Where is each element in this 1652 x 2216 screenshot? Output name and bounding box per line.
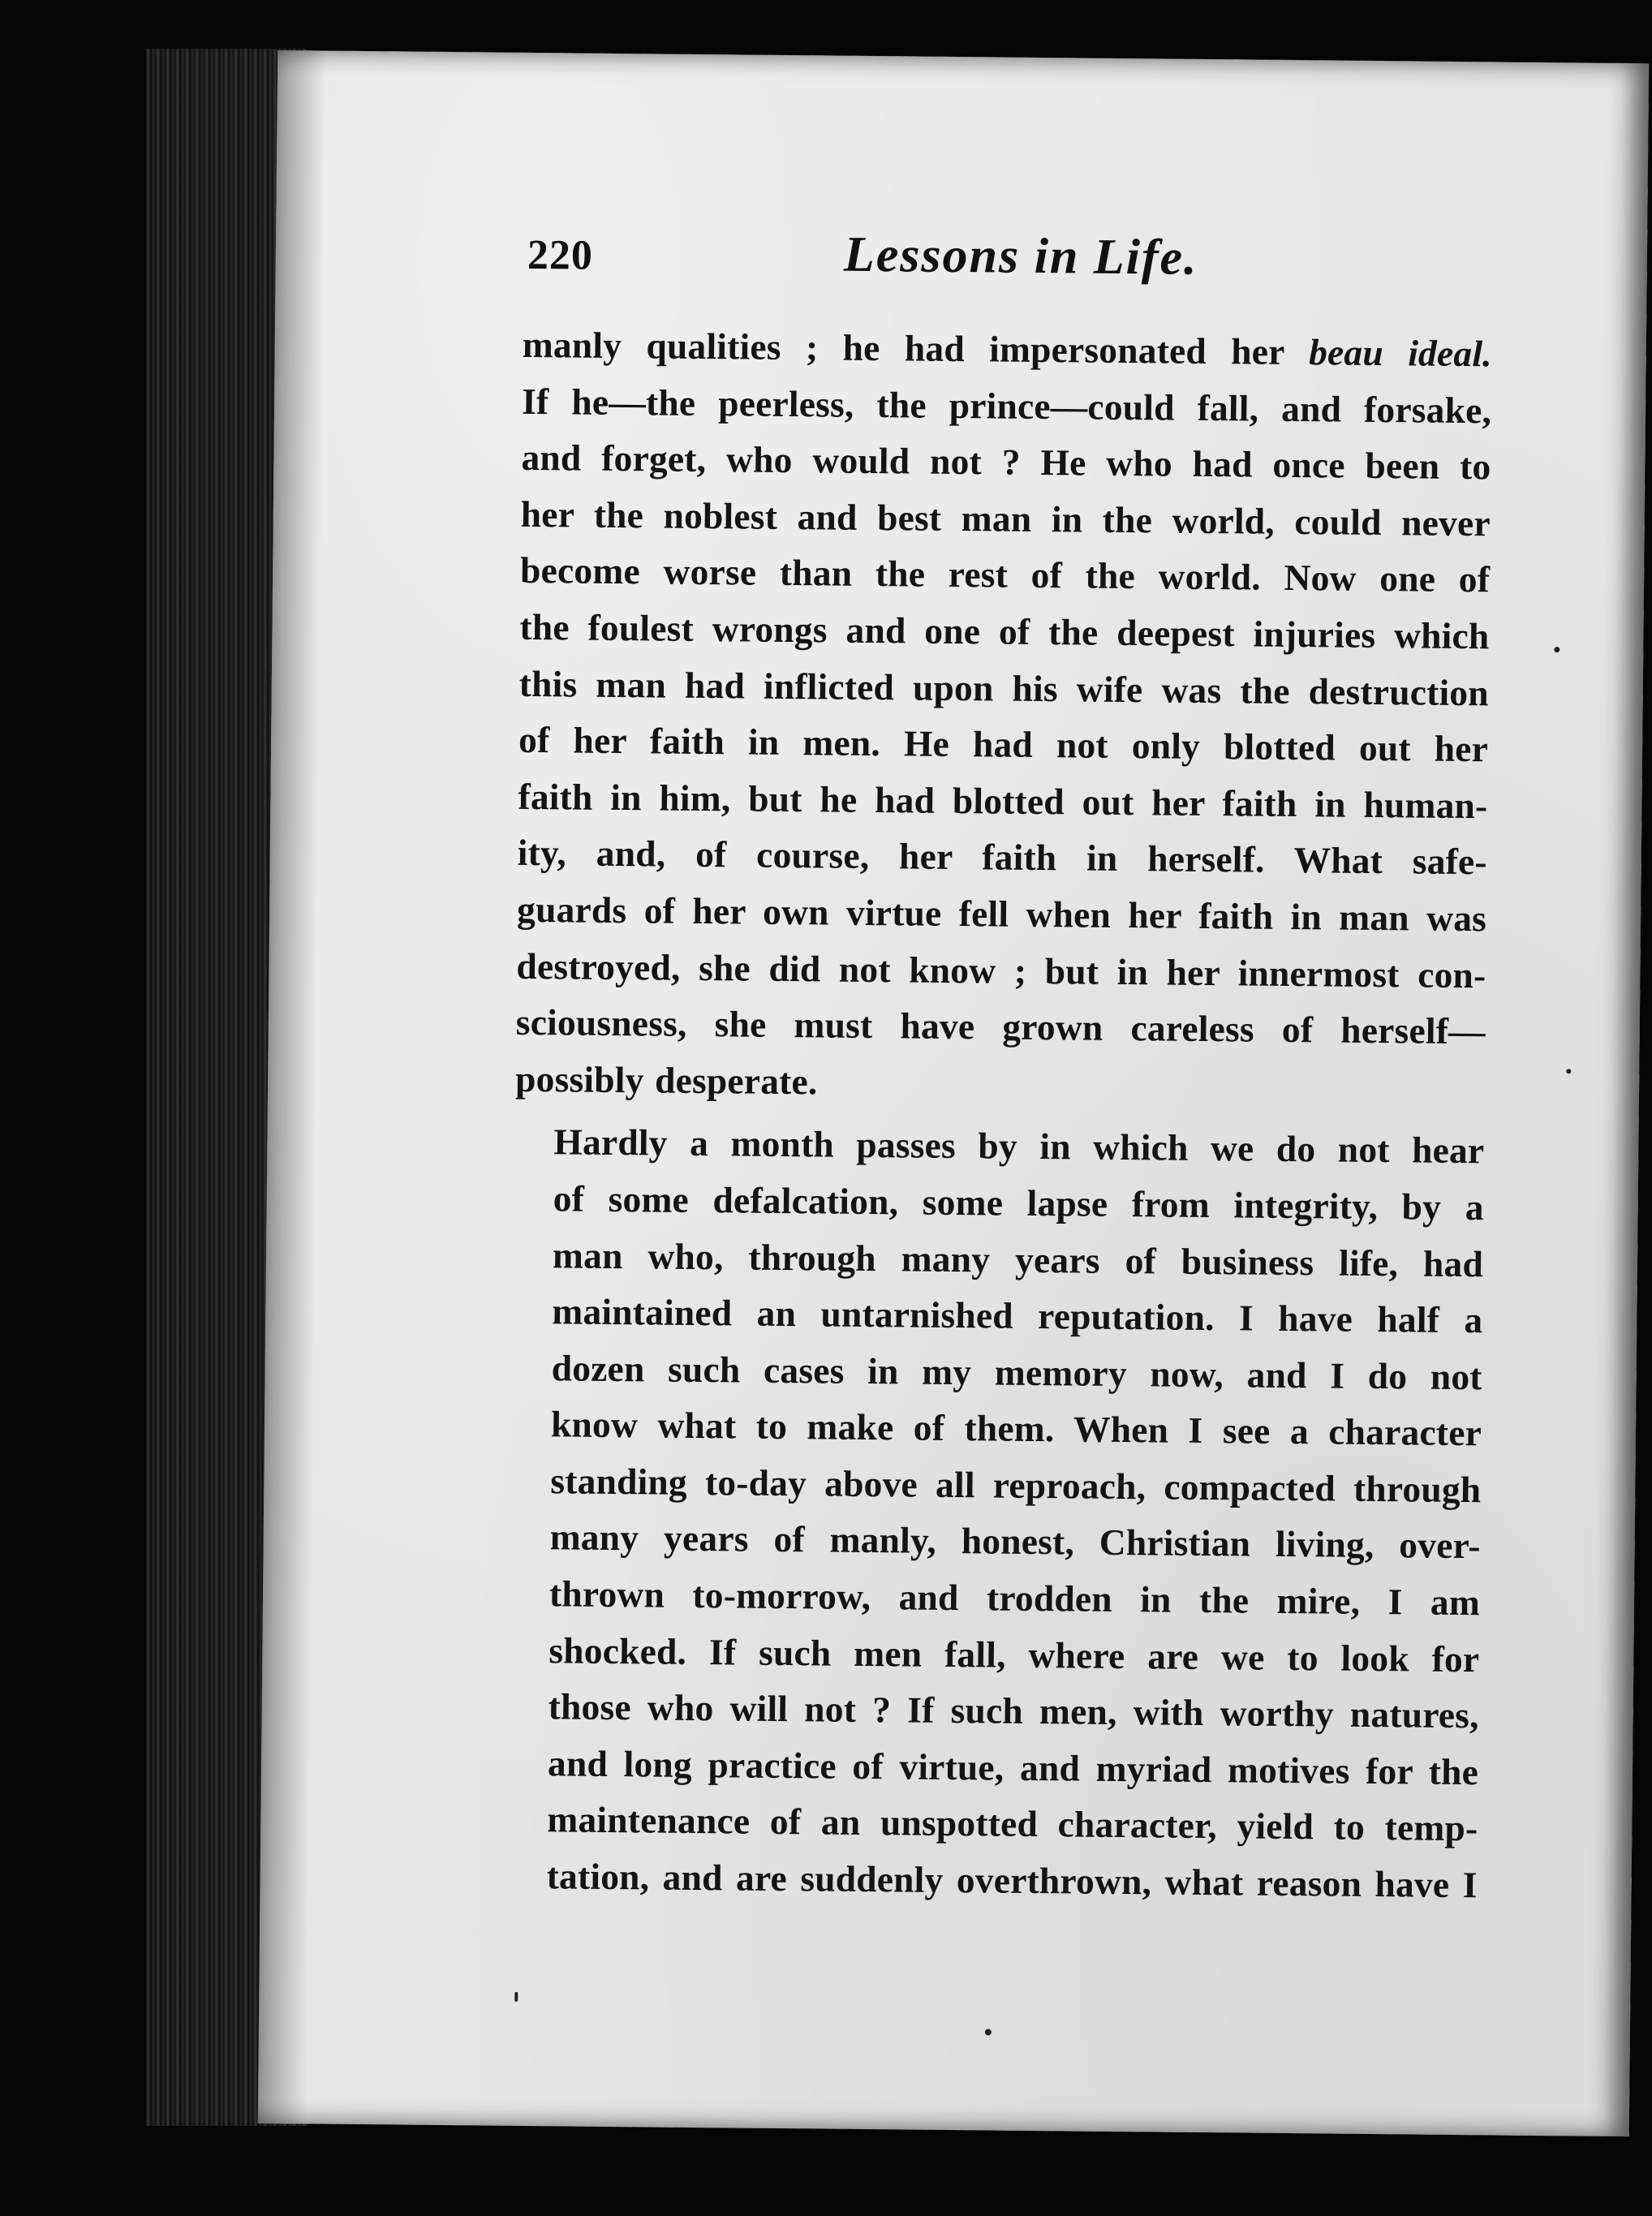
paragraph-2 bbox=[507, 1113, 1484, 1913]
text-line: tation, and are suddenly overthrown, what reason have I bbox=[546, 1855, 1478, 1906]
text-line: guards of her own virtue fell when her faith in man was bbox=[516, 888, 1487, 940]
text-line: possibly desperate. bbox=[514, 1057, 818, 1103]
text-line: and forget, who would not ? He who had once been to bbox=[521, 437, 1491, 488]
text-line: this man had inflicted upon his wife was the destruction bbox=[518, 662, 1490, 713]
text-line: the foulest wrongs and one of the deepest injuries which bbox=[519, 605, 1490, 657]
scan-speck bbox=[1566, 1069, 1571, 1074]
text-line: maintenance of an unspotted character, yield to temp- bbox=[547, 1798, 1478, 1849]
scan-speck bbox=[1554, 647, 1560, 652]
paragraph-1 bbox=[515, 316, 1492, 1117]
text-line bbox=[523, 316, 1493, 382]
text-run: manly qualities ; he had impersonated her bbox=[522, 323, 1310, 373]
text-line: standing to-day above all reproach, compacted through bbox=[550, 1460, 1482, 1511]
text-line: her the noblest and best man in the world, could never bbox=[520, 493, 1491, 544]
page-header bbox=[527, 223, 1542, 306]
running-title: Lessons in Life. bbox=[843, 226, 1198, 286]
text-line: If he—the peerless, the prince—could fall, and forsake, bbox=[521, 380, 1492, 431]
body-text bbox=[507, 316, 1492, 1913]
page-number: 220 bbox=[527, 231, 594, 279]
text-line: know what to make of them. When I see a character bbox=[550, 1403, 1482, 1454]
text-line: and long practice of virtue, and myriad motives for the bbox=[547, 1742, 1479, 1793]
text-line: sciousness, she must have grown careless of herself— bbox=[515, 1000, 1486, 1052]
emphasis-beau-ideal: beau ideal. bbox=[1308, 331, 1493, 375]
text-line: destroyed, she did not know ; but in her innermost con- bbox=[516, 944, 1486, 996]
text-line: maintained an untarnished reputation. I have half a bbox=[552, 1290, 1483, 1341]
text-line: of her faith in men. He had not only blotted out her bbox=[518, 718, 1489, 770]
text-line: shocked. If such men fall, where are we to look for bbox=[549, 1629, 1480, 1680]
text-line: ity, and, of course, her faith in herself. What safe- bbox=[517, 832, 1488, 883]
book-page bbox=[258, 50, 1649, 2136]
text-line: Hardly a month passes by in which we do not hear bbox=[553, 1121, 1485, 1172]
scan-speck bbox=[985, 2029, 992, 2035]
text-line: many years of manly, honest, Christian living, over- bbox=[549, 1516, 1481, 1567]
scan-speck bbox=[514, 1992, 518, 2002]
text-line: faith in him, but he had blotted out her faith in human- bbox=[518, 775, 1488, 827]
text-line: those who will not ? If such men, with worthy natures, bbox=[548, 1685, 1479, 1736]
text-line: man who, through many years of business life, had bbox=[552, 1233, 1484, 1284]
text-line: of some defalcation, some lapse from integrity, by a bbox=[553, 1177, 1484, 1228]
text-line: dozen such cases in my memory now, and I do not bbox=[551, 1346, 1482, 1397]
text-line: become worse than the rest of the world. Now one of bbox=[519, 549, 1491, 600]
text-line: thrown to-morrow, and trodden in the mire, I am bbox=[549, 1573, 1481, 1624]
